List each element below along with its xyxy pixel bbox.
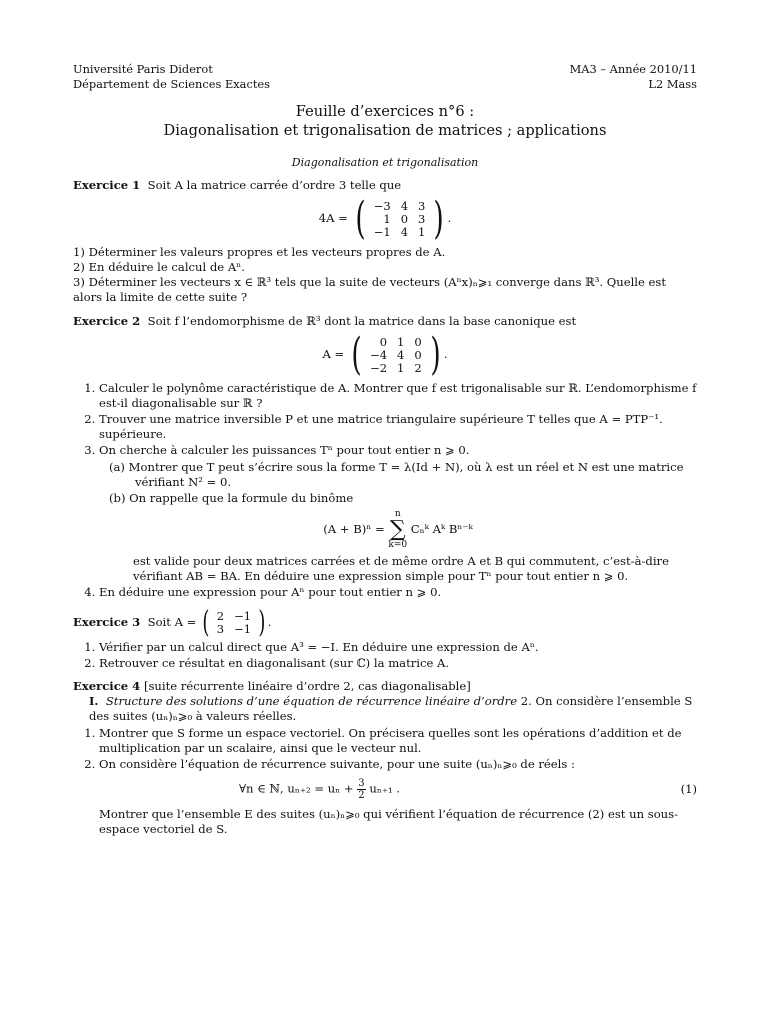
fraction <box>357 778 365 801</box>
sum-upper: n <box>394 509 401 519</box>
exercise-2-intro: Soit f l’endomorphisme de ℝ³ dont la matrice dans la base canonique est <box>147 314 577 328</box>
matrix-row <box>365 362 427 375</box>
list-item: 2. Retrouver ce résultat en diagonalisant (sur ℂ) la matrice A. <box>99 656 697 671</box>
exercise-2-questions <box>73 381 697 600</box>
matrix-cell: 1 <box>383 211 391 226</box>
exercise-4-part-1 <box>73 694 697 724</box>
exercise-1-question-1: 1) Déterminer les valeurs propres et les vecteurs propres de A. <box>73 245 446 259</box>
matrix-cell: 0 <box>414 334 422 349</box>
matrix-row <box>369 213 431 226</box>
matrix-cell: 1 <box>418 224 426 239</box>
item-text: On cherche à calculer les puissances Tⁿ pour tout entier n ⩾ 0. <box>99 443 470 457</box>
exercise-3-intro: Soit A = <box>147 615 197 629</box>
exercise-2 <box>73 314 697 600</box>
department-name: Département de Sciences Exactes <box>73 77 271 91</box>
exercise-sheet <box>73 62 697 839</box>
equation-rhs: uₙ₊₁ . <box>369 781 400 796</box>
matrix-4a: ( −3 4 3 1 0 3 −1 4 1 ) <box>355 193 445 244</box>
binomial-lhs: (A + B)ⁿ = <box>323 522 385 536</box>
matrix-cell: 3 <box>418 211 426 226</box>
institution <box>73 62 270 92</box>
matrix-row <box>365 349 427 362</box>
numerator: 3 <box>358 778 365 789</box>
sum-symbol: n ∑ k=0 <box>388 509 408 550</box>
exercise-3-questions <box>73 640 697 671</box>
matrix-cell: −4 <box>370 347 388 362</box>
exercise-1-intro: Soit A la matrice carrée d’ordre 3 telle que <box>147 178 402 192</box>
matrix-cell: 0 <box>400 211 409 226</box>
matrix-row <box>369 200 431 213</box>
exercise-3-label: Exercice 3 <box>73 615 141 629</box>
exercise-4-questions <box>73 726 697 837</box>
exercise-2-label: Exercice 2 <box>73 314 141 328</box>
matrix-a: ( 0 1 0 −4 4 0 −2 1 2 ) <box>351 329 441 380</box>
equation-lhs: ∀n ∈ ℕ, uₙ₊₂ = uₙ + <box>239 781 354 796</box>
binomial-rhs: Cₙᵏ Aᵏ Bⁿ⁻ᵏ <box>410 522 473 536</box>
matrix-a-2x2: ( 2 −1 3 −1 ) <box>202 605 266 640</box>
matrix-cell: 2 <box>216 609 225 623</box>
matrix-cell: 4 <box>400 198 409 213</box>
matrix-cell: −2 <box>370 360 388 375</box>
exercise-1 <box>73 178 697 305</box>
title-line-1: Feuille d’exercices n°6 : <box>295 103 475 120</box>
exercise-1-label: Exercice 1 <box>73 178 141 192</box>
sub-questions <box>99 460 697 506</box>
exercise-4-subtitle: [suite récurrente linéaire d’ordre 2, cas diagonalisable] <box>143 679 471 693</box>
course-level: L2 Mass <box>648 77 697 91</box>
binomial-formula <box>99 510 697 550</box>
matrix-lhs: 4A = <box>318 211 348 225</box>
course-info <box>570 62 697 92</box>
matrix-cell: −3 <box>373 198 391 213</box>
recurrence-note: Montrer que l’ensemble E des suites (uₙ)ₙ⩾₀ qui vérifient l’équation de récurrence (2) est un sous-espace vectoriel de S. <box>99 807 679 836</box>
matrix-cell: 1 <box>397 360 405 375</box>
item-text: On considère l’équation de récurrence suivante, pour une suite (uₙ)ₙ⩾₀ de réels : <box>99 757 575 771</box>
list-item: 2. Trouver une matrice inversible P et une matrice triangulaire supérieure T telles que A = PTP⁻¹. supérieure. <box>99 412 697 442</box>
list-item: 4. En déduire une expression pour Aⁿ pour tout entier n ⩾ 0. <box>99 585 697 600</box>
list-item: 1. Vérifier par un calcul direct que A³ = −I. En déduire une expression de Aⁿ. <box>99 640 697 655</box>
denominator: 2 <box>358 790 365 801</box>
matrix-cell: −1 <box>234 622 252 636</box>
matrix-cell: 4 <box>397 347 405 362</box>
matrix-row <box>212 623 256 636</box>
matrix-cell: 2 <box>414 360 422 375</box>
university-name: Université Paris Diderot <box>73 62 213 76</box>
matrix-cell: 3 <box>418 198 426 213</box>
exercise-2-matrix-eq: A = ( 0 1 0 −4 4 0 −2 1 2 ) . <box>322 329 448 380</box>
exercise-1-question-3: 3) Déterminer les vecteurs x ∈ ℝ³ tels que la suite de vecteurs (Aⁿx)ₙ⩾₁ converge dans ℝ³. Quelle est alors la limite de cette suite ? <box>73 275 667 304</box>
sub-item-b: (b) On rappelle que la formule du binôme <box>109 491 354 505</box>
section-heading: Diagonalisation et trigonalisation <box>291 156 479 169</box>
page-header <box>73 62 697 92</box>
sum-lower: k=0 <box>388 540 408 550</box>
title-line-2: Diagonalisation et trigonalisation de matrices ; applications <box>163 122 607 139</box>
exercise-4-label: Exercice 4 <box>73 679 141 693</box>
exercise-3: Exercice 3 Soit A = ( 2 −1 3 −1 ) . 1. Vérifier par un calcul direct que A³ = −I. En déduire une expression de Aⁿ. 2. Retrouver ce résultat en diagonalisant (sur ℂ) la matrice A. <box>73 608 697 671</box>
matrix-cell: 3 <box>216 622 225 636</box>
part-title: Structure des solutions d’une équation de récurrence linéaire d’ordre <box>105 694 518 708</box>
sheet-title <box>73 102 697 140</box>
matrix-cell: −1 <box>373 224 391 239</box>
matrix-lhs: A = <box>322 347 345 361</box>
matrix-cell: 0 <box>379 334 388 349</box>
binomial-note: est valide pour deux matrices carrées et de même ordre A et B qui commutent, c’est-à-dire vérifiant AB = BA. En déduire une expression simple pour Tⁿ pour tout entier n ⩾ 0. <box>133 554 669 583</box>
course-year: MA3 – Année 2010/11 <box>569 62 697 76</box>
recurrence-equation <box>239 778 697 801</box>
sub-item-a: (a) Montrer que T peut s’écrire sous la forme T = λ(Id + N), où λ est un réel et N est une matrice vérifiant N² = 0. <box>109 460 684 489</box>
part-number: I. <box>89 694 99 708</box>
list-item <box>99 757 697 837</box>
matrix-row <box>369 226 431 239</box>
exercise-1-question-2: 2) En déduire le calcul de Aⁿ. <box>73 260 245 274</box>
matrix-cell: 4 <box>400 224 409 239</box>
equation-number: (1) <box>680 782 697 796</box>
list-item: 1. Montrer que S forme un espace vectoriel. On précisera quelles sont les opérations d’addition et de multiplication par un scalaire, ainsi que le vecteur nul. <box>99 726 697 756</box>
matrix-cell: 1 <box>397 334 405 349</box>
list-item <box>99 443 697 584</box>
part-intro: 2. On considère l’ensemble S des suites (uₙ)ₙ⩾₀ à valeurs réelles. <box>89 694 693 723</box>
list-item: 1. Calculer le polynôme caractéristique de A. Montrer que f est trigonalisable sur ℝ. L’endomorphisme f est-il diagonalisable sur ℝ ? <box>99 381 697 411</box>
exercise-1-matrix-eq: 4A = ( −3 4 3 1 0 3 −1 4 1 ) . <box>318 193 452 244</box>
exercise-4 <box>73 679 697 837</box>
matrix-cell: −1 <box>234 609 252 623</box>
matrix-cell: 0 <box>414 347 422 362</box>
matrix-row <box>365 336 427 349</box>
